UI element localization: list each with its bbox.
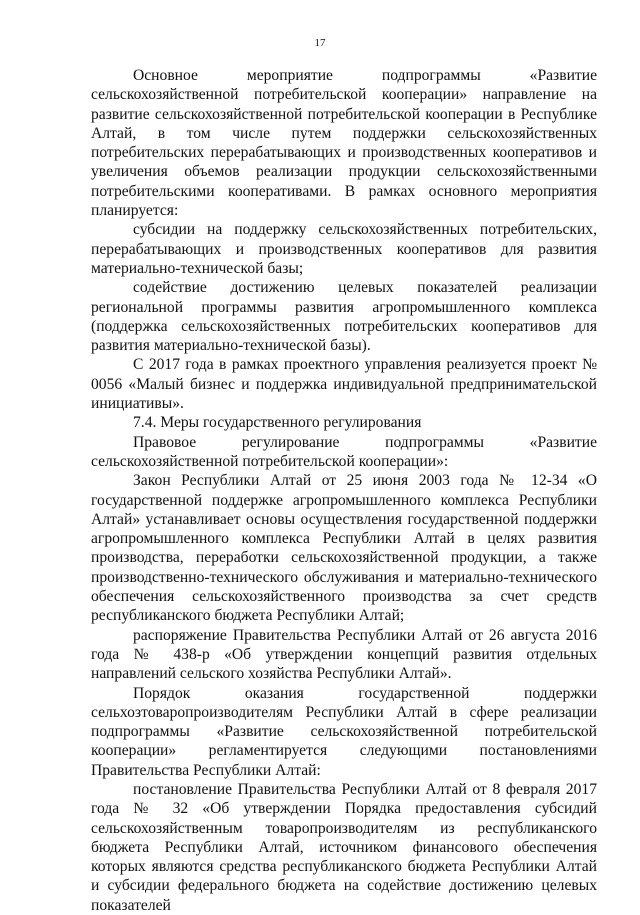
paragraph-resolution-32: постановление Правительства Республики Алтай от 8 февраля 2017 года № 32 «Об утверждении Порядка предоставления субсидий сельскохозяйственным товаропроизводителям из республиканского бюджета Республики Алтай, источником финансового обеспечения которых являются средства республиканского бюджета Республики Алтай и субсидии федерального бюджета на содействие достижению целевых показателей — [91, 780, 597, 914]
paragraph-main-activity: Основное мероприятие подпрограммы «Развитие сельскохозяйственной потребительской кооперации» направление на развитие сельскохозяйственной потребительской кооперации в Республике Алтай, в том числе путем поддержки сельскохозяйственных потребительских перерабатывающих и производственных кооперативов и увеличения объемов реализации продукции сельскохозяйственными потребительскими кооперативами. В рамках основного мероприятия планируется: — [91, 67, 597, 220]
paragraph-legal-regulation: Правовое регулирование подпрограммы «Развитие сельскохозяйственной потребительской кооперации»: — [91, 433, 597, 470]
paragraph-support-procedure: Порядок оказания государственной поддержки сельхозтоваропроизводителям Республики Алтай в сфере реализации подпрограммы «Развитие сельскохозяйственной потребительской кооперации» регламентируется следующими постановлениями Правительства Республики Алтай: — [91, 684, 597, 779]
paragraph-subsidies: субсидии на поддержку сельскохозяйственных потребительских, перерабатывающих и производственных кооперативов для развития материально-технической базы; — [91, 221, 597, 277]
page-number: 17 — [314, 37, 326, 49]
paragraph-project-0056: С 2017 года в рамках проектного управления реализуется проект № 0056 «Малый бизнес и поддержка индивидуальной предпринимательской инициативы». — [91, 356, 597, 413]
paragraph-order-438-r: распоряжение Правительства Республики Алтай от 26 августа 2016 года № 438-р «Об утверждении концепций развития отдельных направлений сельского хозяйства Республики Алтай». — [91, 626, 597, 683]
section-heading: 7.4. Меры государственного регулирования — [133, 414, 422, 432]
document-body — [91, 66, 597, 915]
paragraph-law-12-34: Закон Республики Алтай от 25 июня 2003 года № 12-34 «О государственной поддержке агропромышленного комплекса Республики Алтай» устанавливает основы осуществления государственной поддержки агропромышленного комплекса Республики Алтай в целях развития производства, переработки сельскохозяйственной продукции, а также производственно-технического обслуживания и материально-технического обеспечения сельскохозяйственного производства за счет средств республиканского бюджета Республики Алтай; — [91, 472, 597, 625]
paragraph-target-indicators: содействие достижению целевых показателей реализации региональной программы развития агропромышленного комплекса (поддержка сельскохозяйственных потребительских кооперативов для развития материально-технической базы). — [91, 279, 597, 355]
